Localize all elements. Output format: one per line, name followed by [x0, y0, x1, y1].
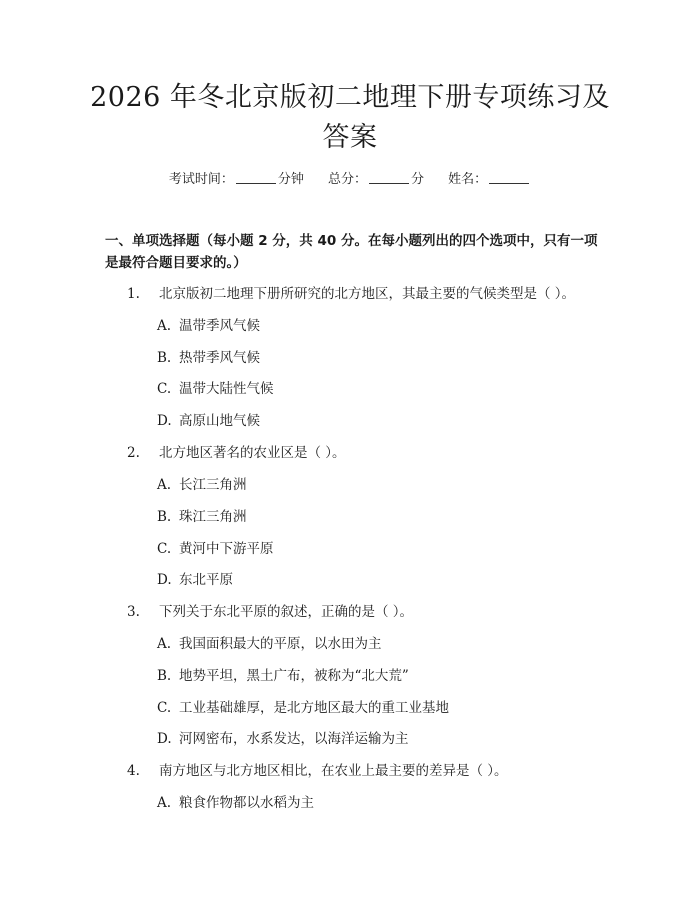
option-letter: B.	[157, 509, 172, 525]
option-text: 热带季风气候	[179, 350, 260, 366]
option-letter: D.	[157, 413, 172, 429]
question-text: 南方地区与北方地区相比，在农业上最主要的差异是（ ）。	[159, 763, 508, 779]
question-text: 北京版初二地理下册所研究的北方地区，其最主要的气候类型是（ ）。	[159, 286, 576, 302]
option-text: 黄河中下游平原	[179, 541, 274, 557]
exam-time-unit: 分钟	[277, 172, 304, 187]
option-letter: C.	[157, 381, 172, 397]
total-score-field	[328, 172, 424, 187]
option-text: 高原山地气候	[179, 413, 260, 429]
exam-time-field	[169, 172, 304, 187]
option-letter: A.	[157, 636, 172, 652]
option-letter: C.	[157, 700, 172, 716]
total-score-unit: 分	[411, 172, 425, 187]
question-number: 4.	[127, 763, 140, 779]
exam-time-blank	[236, 171, 276, 184]
student-name-blank	[489, 171, 529, 184]
option-letter: D.	[157, 731, 172, 747]
option-text: 长江三角洲	[179, 477, 247, 493]
question-text: 下列关于东北平原的叙述，正确的是（ ）。	[159, 604, 414, 620]
answer-option	[157, 664, 409, 684]
answer-option	[157, 537, 274, 557]
total-score-label: 总分：	[327, 172, 367, 187]
answer-option	[157, 377, 274, 397]
option-letter: D.	[157, 572, 172, 588]
student-name-field	[448, 172, 531, 187]
exam-info-line	[0, 168, 700, 187]
answer-option	[157, 791, 314, 811]
option-text: 温带季风气候	[179, 318, 260, 334]
answer-option	[157, 346, 260, 366]
option-letter: B.	[157, 668, 172, 684]
option-letter: A.	[157, 477, 172, 493]
exam-time-label: 考试时间：	[168, 172, 234, 187]
answer-option	[157, 314, 260, 334]
option-letter: C.	[157, 541, 172, 557]
option-text: 东北平原	[179, 572, 233, 588]
answer-option	[157, 409, 260, 429]
option-text: 地势平坦，黑土广布，被称为“北大荒”	[179, 668, 409, 684]
student-name-label: 姓名：	[448, 172, 488, 187]
question-number: 2.	[127, 445, 140, 461]
option-letter: A.	[157, 795, 172, 811]
answer-option	[157, 568, 233, 588]
question	[127, 282, 575, 302]
answer-option	[157, 632, 382, 652]
option-letter: A.	[157, 318, 172, 334]
answer-option	[157, 505, 247, 525]
option-text: 粮食作物都以水稻为主	[179, 795, 314, 811]
total-score-blank	[369, 171, 409, 184]
answer-option	[157, 727, 409, 747]
answer-option	[157, 696, 449, 716]
option-text: 河网密布，水系发达，以海洋运输为主	[179, 731, 409, 747]
question	[127, 441, 346, 461]
question	[127, 600, 413, 620]
option-text: 工业基础雄厚，是北方地区最大的重工业基地	[179, 700, 449, 716]
question-number: 1.	[127, 286, 140, 302]
answer-option	[157, 473, 247, 493]
question-number: 3.	[127, 604, 140, 620]
option-letter: B.	[157, 350, 172, 366]
section-heading: 一、单项选择题（每小题 2 分，共 40 分。在每小题列出的四个选项中，只有一项是最符合题目要求的。）	[105, 233, 598, 271]
question-text: 北方地区著名的农业区是（ ）。	[159, 445, 346, 461]
document-title: 2026 年冬北京版初二地理下册专项练习及答案	[90, 82, 610, 153]
option-text: 我国面积最大的平原，以水田为主	[179, 636, 382, 652]
option-text: 珠江三角洲	[179, 509, 247, 525]
question	[127, 759, 508, 779]
option-text: 温带大陆性气候	[179, 381, 274, 397]
